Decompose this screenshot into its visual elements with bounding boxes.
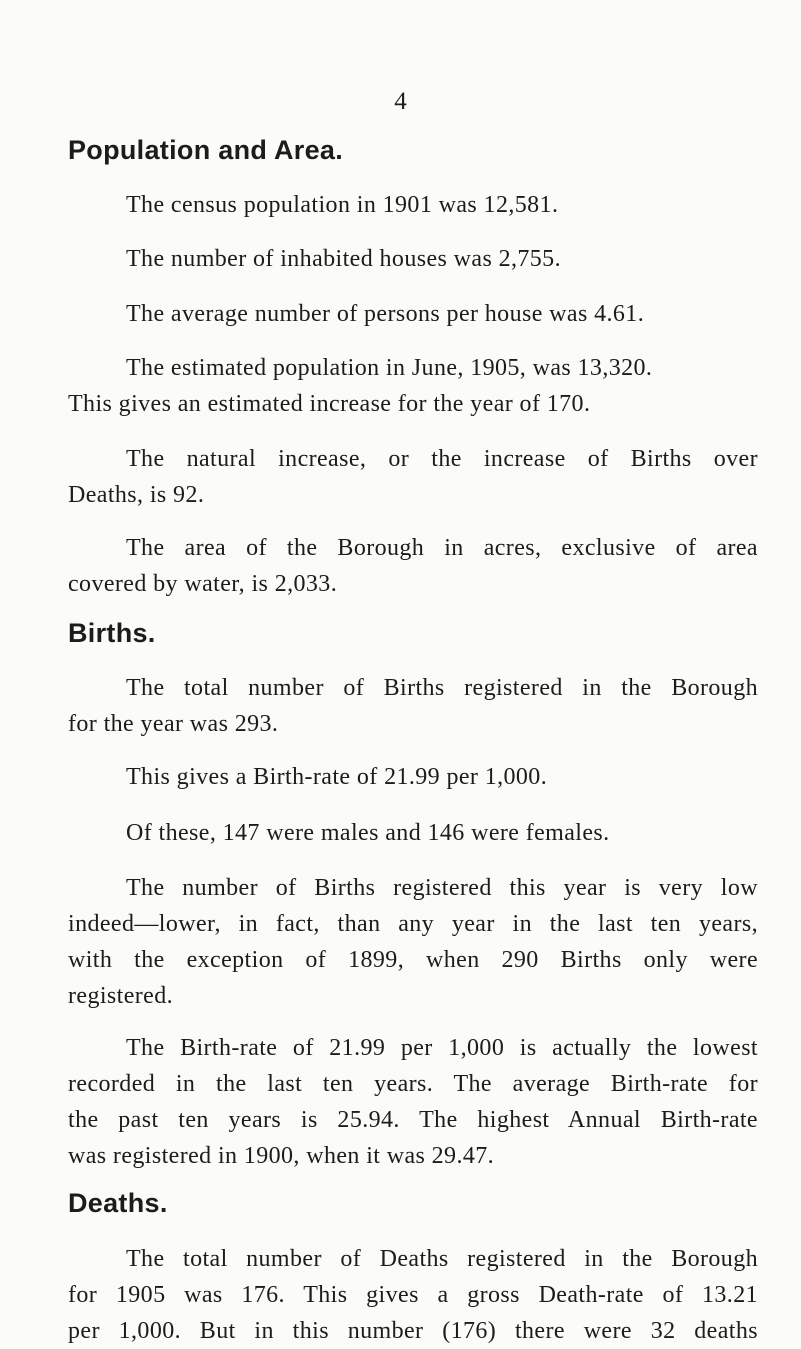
births-total-line: The total number of Births registered in the Borough bbox=[126, 675, 758, 701]
census-paragraph: The census population in 1901 was 12,581. bbox=[126, 192, 559, 218]
births-low-line: The number of Births registered this year is very low bbox=[126, 875, 758, 901]
births-recorded-line: recorded in the last ten years. The average Birth-rate for bbox=[68, 1071, 758, 1097]
area-line: The area of the Borough in acres, exclusive of area bbox=[126, 535, 758, 561]
population-heading: Population and Area. bbox=[68, 135, 344, 165]
births-recorded-paragraph bbox=[68, 1030, 758, 1174]
estimate-paragraph bbox=[68, 350, 758, 422]
deaths-total-line: per 1,000. But in this number (176) there were 32 deaths bbox=[68, 1318, 758, 1344]
births-recorded-line: The Birth-rate of 21.99 per 1,000 is actually the lowest bbox=[126, 1035, 758, 1061]
estimate-line: The estimated population in June, 1905, was 13,320. bbox=[126, 355, 653, 381]
natural-line: The natural increase, or the increase of Births over bbox=[126, 446, 758, 472]
houses-paragraph: The number of inhabited houses was 2,755. bbox=[126, 246, 561, 272]
birth-rate-paragraph: This gives a Birth-rate of 21.99 per 1,000. bbox=[126, 764, 548, 790]
births-sexes-paragraph: Of these, 147 were males and 146 were females. bbox=[126, 820, 610, 846]
births-low-line: indeed—lower, in fact, than any year in the last ten years, bbox=[68, 911, 758, 937]
births-low-line: registered. bbox=[68, 983, 174, 1009]
persons-paragraph: The average number of persons per house was 4.61. bbox=[126, 301, 645, 327]
deaths-total-paragraph bbox=[68, 1241, 758, 1349]
births-heading: Births. bbox=[68, 618, 156, 648]
estimate-line: This gives an estimated increase for the year of 170. bbox=[68, 391, 591, 417]
births-recorded-line: the past ten years is 25.94. The highest Annual Birth-rate bbox=[68, 1107, 758, 1133]
births-total-line: for the year was 293. bbox=[68, 711, 279, 737]
deaths-heading: Deaths. bbox=[68, 1188, 168, 1218]
deaths-total-line: The total number of Deaths registered in the Borough bbox=[126, 1246, 758, 1272]
births-low-line: with the exception of 1899, when 290 Births only were bbox=[68, 947, 758, 973]
page-number: 4 bbox=[394, 88, 407, 115]
births-total-paragraph bbox=[68, 670, 758, 742]
deaths-total-line: for 1905 was 176. This gives a gross Death-rate of 13.21 bbox=[68, 1282, 758, 1308]
area-line: covered by water, is 2,033. bbox=[68, 571, 338, 597]
natural-line: Deaths, is 92. bbox=[68, 482, 205, 508]
area-paragraph bbox=[68, 530, 758, 602]
births-low-paragraph bbox=[68, 870, 758, 1014]
births-recorded-line: was registered in 1900, when it was 29.47. bbox=[68, 1143, 495, 1169]
natural-increase-paragraph bbox=[68, 441, 758, 513]
